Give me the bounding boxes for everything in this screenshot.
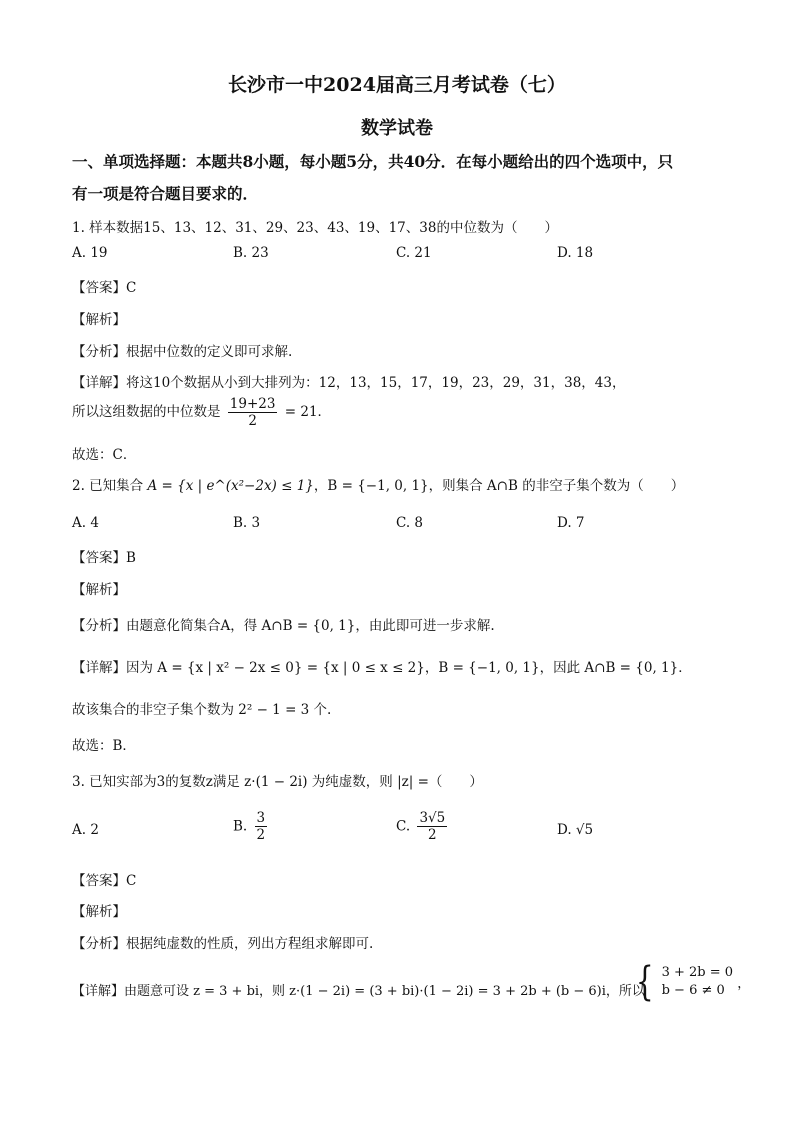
q3-system-lines bbox=[662, 964, 733, 1000]
q2-fenxi: 【分析】由题意化简集合A，得 A∩B = {0, 1}，由此即可进一步求解. bbox=[72, 618, 495, 634]
q3-option-d: D. √5 bbox=[557, 822, 594, 838]
q1-median-prefix: 所以这组数据的中位数是 bbox=[72, 404, 221, 420]
q3-option-b-label: B. bbox=[233, 818, 248, 835]
q3-stem: 3. 已知实部为3的复数z满足 z·(1 − 2i) 为纯虚数，则 |z| =（ ） bbox=[72, 774, 483, 790]
q3-analysis-label: 【解析】 bbox=[72, 904, 126, 920]
q1-median-line bbox=[72, 396, 331, 429]
q3-option-c-label: C. bbox=[396, 818, 411, 835]
q1-option-a: A. 19 bbox=[72, 245, 108, 261]
q1-median-result: = 21． bbox=[284, 404, 332, 420]
q2-detail: 【详解】因为 A = {x | x² − 2x ≤ 0} = {x | 0 ≤ x ≤ 2}，B = {−1, 0, 1}，因此 A∩B = {0, 1}． bbox=[72, 660, 692, 676]
q1-detail: 【详解】将这10个数据从小到大排列为：12，13，15，17，19，23，29，31，38，43， bbox=[72, 375, 626, 391]
q1-option-b: B. 23 bbox=[233, 245, 269, 261]
q3-equation-system bbox=[632, 959, 751, 1005]
q2-set-b: ，B = {−1, 0, 1}，则集合 A∩B 的非空子集个数为（ ） bbox=[313, 478, 685, 494]
q3-system-line2: b − 6 ≠ 0 bbox=[661, 983, 725, 998]
q2-conclusion: 故该集合的非空子集个数为 2² − 1 = 3 个. bbox=[72, 702, 332, 718]
q2-option-d: D. 7 bbox=[557, 515, 585, 531]
q3-fenxi: 【分析】根据纯虚数的性质，列出方程组求解即可. bbox=[72, 936, 374, 952]
q3-option-c-fraction bbox=[417, 810, 447, 843]
q2-choose: 故选：B． bbox=[72, 738, 136, 754]
q3-option-c bbox=[396, 810, 450, 843]
q1-analysis-label: 【解析】 bbox=[72, 312, 126, 328]
document-title: 长沙市一中2024届高三月考试卷（七） bbox=[228, 74, 566, 96]
section-heading-line1: 一、单项选择题：本题共8小题，每小题5分，共40分．在每小题给出的四个选项中，只 bbox=[72, 152, 674, 171]
q3-option-b-numerator: 3 bbox=[256, 810, 266, 826]
q3-system-tail: ， bbox=[737, 976, 751, 992]
q3-detail: 【详解】由题意可设 z = 3 + bi，则 z·(1 − 2i) = (3 + bi)·(1 − 2i) = 3 + 2b + (b − 6)i，所以 bbox=[72, 984, 645, 999]
document-subtitle: 数学试卷 bbox=[361, 118, 433, 139]
q1-option-d: D. 18 bbox=[557, 245, 594, 261]
q1-answer: 【答案】C bbox=[72, 280, 137, 296]
q2-answer: 【答案】B bbox=[72, 550, 136, 566]
q2-option-c: C. 8 bbox=[396, 515, 424, 531]
q3-system-brace: { bbox=[635, 959, 654, 1005]
q3-system-line1: 3 + 2b = 0 bbox=[661, 965, 734, 980]
q1-choose: 故选：C． bbox=[72, 447, 137, 463]
q3-option-a: A. 2 bbox=[72, 822, 99, 838]
q2-stem bbox=[72, 474, 684, 494]
section-heading-line2: 有一项是符合题目要求的． bbox=[72, 184, 259, 203]
q3-option-b bbox=[233, 810, 270, 843]
q1-median-numerator: 19+23 bbox=[229, 396, 276, 412]
q1-fenxi: 【分析】根据中位数的定义即可求解. bbox=[72, 344, 293, 360]
q3-option-b-denominator: 2 bbox=[256, 827, 266, 843]
q1-option-c: C. 21 bbox=[396, 245, 432, 261]
q3-answer: 【答案】C bbox=[72, 873, 137, 889]
q2-option-b: B. 3 bbox=[233, 515, 261, 531]
q2-analysis-label: 【解析】 bbox=[72, 582, 126, 598]
q3-option-c-numerator: 3√5 bbox=[419, 810, 446, 826]
q2-stem-prefix: 2. 已知集合 bbox=[72, 478, 144, 494]
q1-stem: 1. 样本数据15、13、12、31、29、23、43、19、17、38的中位数为（ ） bbox=[72, 220, 558, 236]
q3-option-b-fraction bbox=[255, 810, 268, 843]
q1-median-fraction bbox=[228, 396, 278, 429]
q3-option-c-denominator: 2 bbox=[428, 827, 437, 843]
q2-option-a: A. 4 bbox=[72, 515, 99, 531]
q1-median-denominator: 2 bbox=[248, 413, 257, 429]
q2-set-a: A = {x | e^(x²−2x) ≤ 1} bbox=[147, 478, 314, 494]
